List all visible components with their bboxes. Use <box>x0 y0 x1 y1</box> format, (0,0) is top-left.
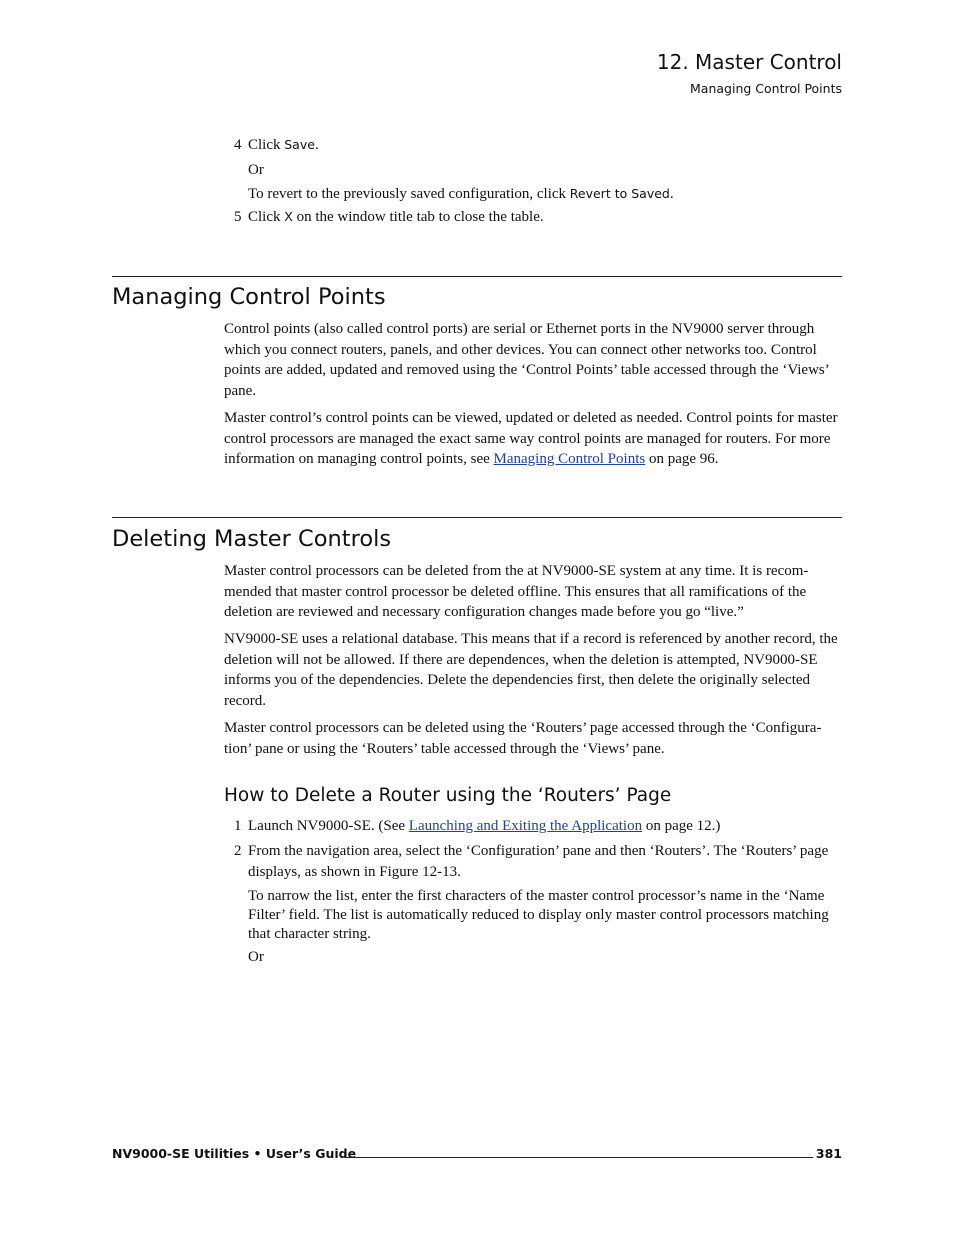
deleting-paragraph-3: Master control processors can be deleted using the ‘Routers’ page accessed through the ‘Configuration’ pane or using the ‘Routers’ table accessed through the ‘Views’ pane. <box>224 720 822 757</box>
howto-step-1-suffix: on page 12.) <box>642 818 721 834</box>
step-4 <box>248 135 842 156</box>
step-number: 5 <box>234 209 242 225</box>
deleting-paragraph-2: NV9000-SE uses a relational database. This means that if a record is referenced by another record, the deletion will not be allowed. If there are dependences, when the deletion is attempted, NV9000-SE informs you of the dependencies. Delete the dependencies first, then delete the originally selected record. <box>224 631 838 709</box>
deleting-paragraph-1: Master control processors can be deleted from the at NV9000-SE system at any time. It is recommended that master control processor be deleted offline. This ensures that all ramifications of the deletion are reviewed and necessary configuration changes made before you go “live.” <box>224 563 809 620</box>
managing-control-points-link[interactable]: Managing Control Points <box>493 451 646 467</box>
step-4-suffix: . <box>314 137 319 153</box>
footer-bullet: • <box>253 1146 262 1161</box>
howto-step-1-prefix: Launch NV9000-SE. (See <box>248 818 409 834</box>
step-5-prefix: Click <box>248 209 285 225</box>
page-number: 381 <box>815 1146 842 1161</box>
step-number: 2 <box>234 843 242 859</box>
section-divider <box>112 276 842 277</box>
revert-suffix: . <box>669 186 674 202</box>
step-number: 4 <box>234 137 242 153</box>
section-running-head: Managing Control Points <box>690 81 842 96</box>
chapter-title: 12. Master Control <box>656 50 842 74</box>
step-number: 1 <box>234 818 242 834</box>
howto-heading: How to Delete a Router using the ‘Routers’ Page <box>224 785 672 806</box>
managing-heading: Managing Control Points <box>112 284 386 310</box>
revert-prefix: To revert to the previously saved configuration, click <box>248 186 570 202</box>
narrow-list-text: To narrow the list, enter the first characters of the master control processor’s name in the ‘Name Filter’ field. The list is automatically reduced to display only master control processors matching that character string. <box>248 888 829 942</box>
howto-step-2: From the navigation area, select the ‘Configuration’ pane and then ‘Routers’. The ‘Routers’ page displays, as shown in Figure 12-13. <box>248 843 829 880</box>
step-4-prefix: Click <box>248 137 285 153</box>
step-5-suffix: on the window title tab to close the table. <box>292 209 544 225</box>
deleting-heading: Deleting Master Controls <box>112 526 392 552</box>
footer-product: NV9000-SE Utilities <box>112 1146 250 1161</box>
managing-p2-prefix: Master control’s control points can be viewed, updated or deleted as needed. Control points for master control processors are managed the exact same way control points are managed for routers. For more information on managing control points, see <box>224 410 838 467</box>
section-divider <box>112 517 842 518</box>
step-5 <box>248 207 842 228</box>
howto-step-1 <box>248 816 842 837</box>
revert-ui-label: Revert to Saved <box>569 186 670 201</box>
footer-rule <box>346 1157 813 1158</box>
save-ui-label: Save <box>284 137 315 152</box>
revert-instruction <box>248 184 842 205</box>
or-text: Or <box>248 162 264 178</box>
close-x-ui-label: X <box>284 209 293 224</box>
or-text: Or <box>248 949 264 965</box>
managing-p2-suffix: on page 96. <box>645 451 719 467</box>
managing-paragraph-1: Control points (also called control ports) are serial or Ethernet ports in the NV9000 server through which you connect routers, panels, and other devices. You can connect other networks too. Control points are added, updated and removed using the ‘Control Points’ table accessed through the ‘Views’ pane. <box>224 321 829 399</box>
footer-title <box>112 1146 356 1161</box>
launching-exiting-link[interactable]: Launching and Exiting the Application <box>408 818 643 834</box>
managing-paragraph-2 <box>224 408 842 470</box>
footer-guide: User’s Guide <box>265 1146 357 1161</box>
